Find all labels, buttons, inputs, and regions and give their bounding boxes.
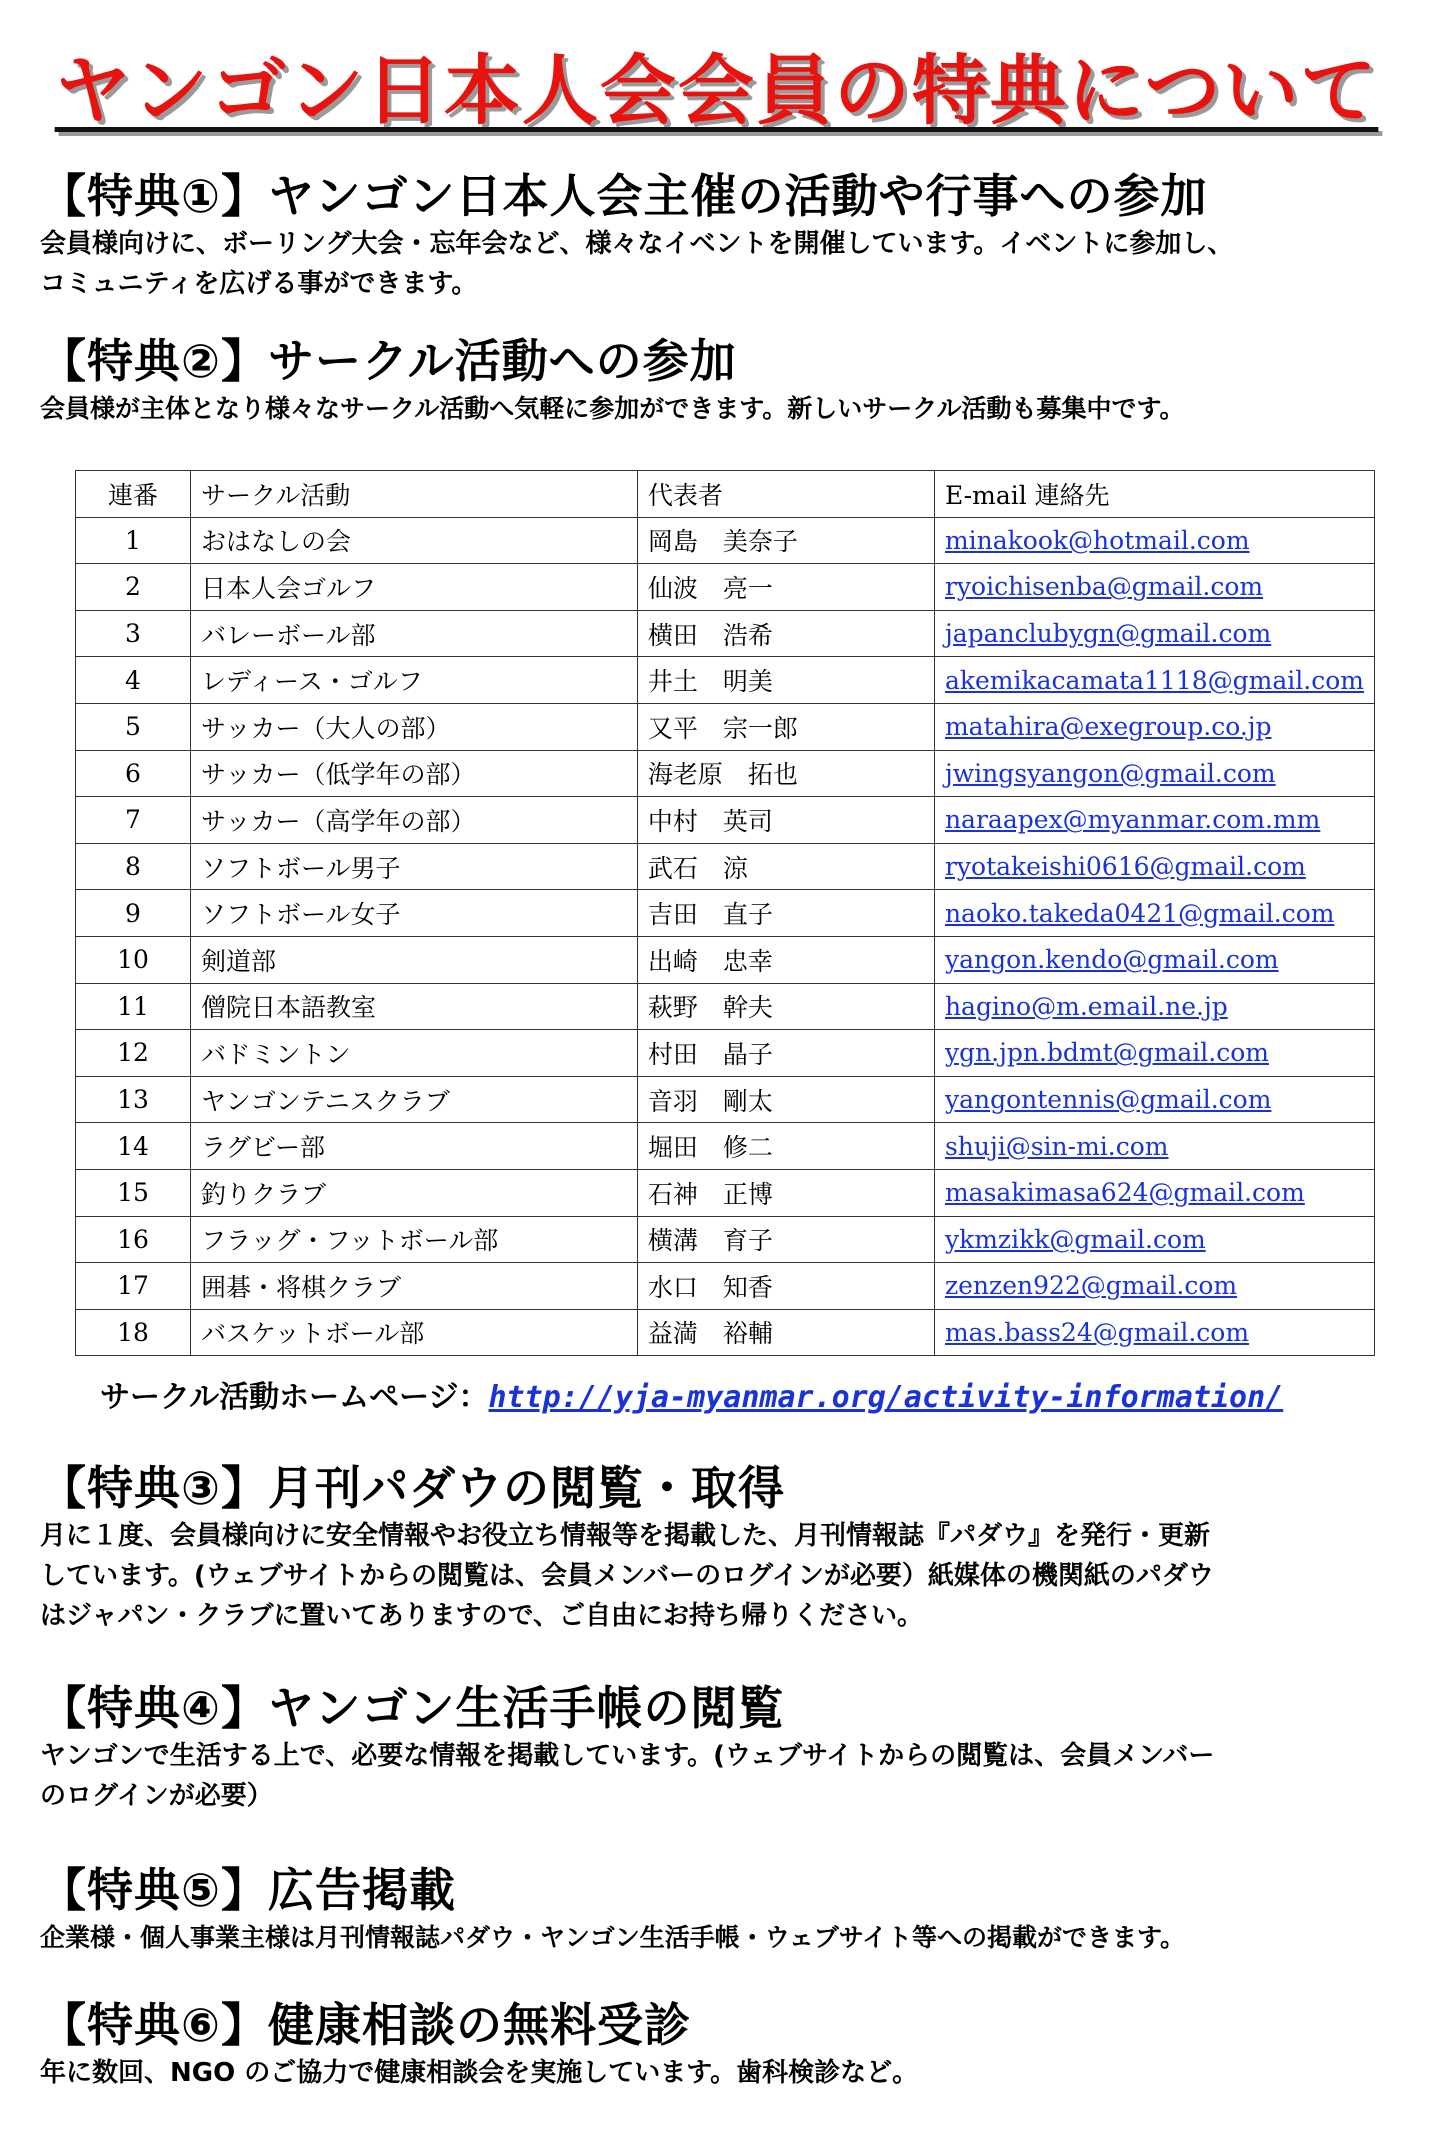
benefit-1-text-line: コミュニティを広げる事ができます。 [40,269,478,299]
email-link[interactable]: ryoichisenba@gmail.com [944,572,1264,602]
header-circle: サークル活動 [190,471,637,518]
email-link[interactable]: japanclubygn@gmail.com [944,619,1272,649]
row-circle-name: 剣道部 [190,936,637,983]
benefit-4-text-line: のログインが必要） [40,1781,273,1811]
email-link[interactable]: shuji@sin-mi.com [944,1131,1169,1161]
benefit-3-text-line: はジャパン・クラブに置いてありますので、ご自由にお持ち帰りください。 [40,1601,923,1631]
row-circle-name: サッカー（大人の部） [190,703,637,750]
table-row [76,1216,1375,1263]
benefit-4-text-line: ヤンゴンで生活する上で、必要な情報を掲載しています。(ウェブサイトからの閲覧は、会員メンバー [40,1741,1215,1771]
row-representative: 仙波 亮一 [637,564,934,611]
table-row [76,983,1375,1030]
benefit-4 [40,1680,1420,1816]
row-email [934,1076,1374,1123]
row-number: 17 [76,1263,191,1310]
benefit-5-heading: 【特典⑤】広告掲載 [40,1863,456,1917]
row-circle-name: レディース・ゴルフ [190,657,637,704]
benefit-2-heading: 【特典②】サークル活動への参加 [40,334,737,388]
row-number: 11 [76,983,191,1030]
email-link[interactable]: matahira@exegroup.co.jp [944,712,1272,742]
email-link[interactable]: minakook@hotmail.com [944,525,1250,555]
table-row [76,890,1375,937]
email-link[interactable]: zenzen922@gmail.com [944,1271,1238,1301]
row-email [934,1169,1374,1216]
row-number: 3 [76,610,191,657]
homepage-label: サークル活動ホームページ： [100,1380,489,1415]
table-row [76,1030,1375,1077]
row-number: 7 [76,797,191,844]
row-representative: 音羽 剛太 [637,1076,934,1123]
row-representative: 横田 浩希 [637,610,934,657]
row-circle-name: バレーボール部 [190,610,637,657]
row-email [934,936,1374,983]
table-body [76,517,1375,1356]
row-representative: 武石 涼 [637,843,934,890]
table-row [76,750,1375,797]
row-representative: 石神 正博 [637,1169,934,1216]
benefit-3-text-line: 月に１度、会員様向けに安全情報やお役立ち情報等を掲載した、月刊情報誌『パダウ』を発行・更新 [40,1521,1211,1551]
benefit-5-text-line: 企業様・個人事業主様は月刊情報誌パダウ・ヤンゴン生活手帳・ウェブサイト等への掲載ができます。 [40,1923,1186,1952]
benefit-3-heading: 【特典③】月刊パダウの閲覧・取得 [40,1461,785,1515]
row-representative: 井土 明美 [637,657,934,704]
benefit-5 [40,1862,1420,1958]
row-email [934,1263,1374,1310]
benefit-6-text-line: 年に数回、NGO のご協力で健康相談会を実施しています。歯科検診など。 [40,2058,919,2088]
row-email [934,843,1374,890]
row-circle-name: サッカー（低学年の部） [190,750,637,797]
row-representative: 出崎 忠幸 [637,936,934,983]
benefit-6-heading: 【特典⑥】健康相談の無料受診 [40,1998,691,2052]
table-row [76,843,1375,890]
row-circle-name: ソフトボール男子 [190,843,637,890]
row-representative: 堀田 修二 [637,1123,934,1170]
page-title: ヤンゴン日本人会会員の特典について [54,46,1379,135]
row-email [934,1309,1374,1356]
email-link[interactable]: hagino@m.email.ne.jp [944,991,1228,1021]
table-row [76,657,1375,704]
row-representative: 吉田 直子 [637,890,934,937]
table-row [76,610,1375,657]
benefit-3 [40,1460,1420,1636]
benefit-6 [40,1997,1420,2093]
benefit-4-heading: 【特典④】ヤンゴン生活手帳の閲覧 [40,1681,785,1735]
email-link[interactable]: jwingsyangon@gmail.com [944,758,1276,788]
email-link[interactable]: yangontennis@gmail.com [944,1085,1272,1115]
row-number: 9 [76,890,191,937]
row-circle-name: ヤンゴンテニスクラブ [190,1076,637,1123]
header-number: 連番 [76,471,191,518]
table-row [76,1169,1375,1216]
row-circle-name: おはなしの会 [190,517,637,564]
row-number: 5 [76,703,191,750]
email-link[interactable]: naraapex@myanmar.com.mm [944,805,1321,835]
benefit-3-text-line: しています。(ウェブサイトからの閲覧は、会員メンバーのログインが必要）紙媒体の機関紙のパダウ [40,1561,1214,1591]
row-number: 6 [76,750,191,797]
row-number: 15 [76,1169,191,1216]
table-row [76,1123,1375,1170]
row-email [934,657,1374,704]
row-circle-name: ソフトボール女子 [190,890,637,937]
table-row [76,1309,1375,1356]
table-row [76,936,1375,983]
row-email [934,983,1374,1030]
email-link[interactable]: ryotakeishi0616@gmail.com [944,852,1306,882]
row-representative: 水口 知香 [637,1263,934,1310]
row-email [934,890,1374,937]
homepage-link[interactable]: http://yja-myanmar.org/activity-information/ [488,1380,1284,1415]
row-email [934,1030,1374,1077]
row-representative: 横溝 育子 [637,1216,934,1263]
table-row [76,1076,1375,1123]
row-circle-name: 僧院日本語教室 [190,983,637,1030]
benefit-1-text-line: 会員様向けに、ボーリング大会・忘年会など、様々なイベントを開催しています。イベントに参加し、 [40,229,1234,259]
row-number: 4 [76,657,191,704]
row-circle-name: 釣りクラブ [190,1169,637,1216]
circle-homepage [100,1372,1283,1416]
row-circle-name: バスケットボール部 [190,1309,637,1356]
table-row [76,703,1375,750]
benefit-2-text-line: 会員様が主体となり様々なサークル活動へ気軽に参加ができます。新しいサークル活動も募集中です。 [40,394,1185,423]
row-number: 13 [76,1076,191,1123]
row-email [934,517,1374,564]
row-email [934,564,1374,611]
row-circle-name: 日本人会ゴルフ [190,564,637,611]
table-row [76,1263,1375,1310]
circle-activity-table [75,470,1375,1356]
header-representative: 代表者 [637,471,934,518]
row-email [934,1216,1374,1263]
row-number: 16 [76,1216,191,1263]
row-number: 18 [76,1309,191,1356]
email-link[interactable]: yangon.kendo@gmail.com [944,945,1279,975]
table-row [76,797,1375,844]
row-representative: 海老原 拓也 [637,750,934,797]
row-circle-name: ラグビー部 [190,1123,637,1170]
row-number: 2 [76,564,191,611]
row-email [934,750,1374,797]
row-number: 12 [76,1030,191,1077]
row-circle-name: サッカー（高学年の部） [190,797,637,844]
row-representative: 岡島 美奈子 [637,517,934,564]
row-email [934,1123,1374,1170]
email-link[interactable]: naoko.takeda0421@gmail.com [944,898,1335,928]
row-circle-name: フラッグ・フットボール部 [190,1216,637,1263]
benefit-2 [40,333,1420,429]
row-number: 10 [76,936,191,983]
email-link[interactable]: masakimasa624@gmail.com [944,1178,1305,1208]
email-link[interactable]: ygn.jpn.bdmt@gmail.com [944,1038,1270,1068]
benefit-1 [40,168,1420,304]
row-number: 1 [76,517,191,564]
row-number: 14 [76,1123,191,1170]
email-link[interactable]: mas.bass24@gmail.com [944,1317,1250,1347]
row-email [934,610,1374,657]
row-representative: 萩野 幹夫 [637,983,934,1030]
row-number: 8 [76,843,191,890]
table-header-row [76,471,1375,518]
table-row [76,564,1375,611]
row-circle-name: 囲碁・将棋クラブ [190,1263,637,1310]
row-email [934,797,1374,844]
email-link[interactable]: ykmzikk@gmail.com [944,1224,1206,1254]
row-email [934,703,1374,750]
table-row [76,517,1375,564]
row-representative: 又平 宗一郎 [637,703,934,750]
header-email: E-mail 連絡先 [934,471,1374,518]
email-link[interactable]: akemikacamata1118@gmail.com [944,665,1364,695]
row-representative: 村田 晶子 [637,1030,934,1077]
row-representative: 中村 英司 [637,797,934,844]
row-representative: 益満 裕輔 [637,1309,934,1356]
row-circle-name: バドミントン [190,1030,637,1077]
benefit-1-heading: 【特典①】ヤンゴン日本人会主催の活動や行事への参加 [40,169,1208,223]
